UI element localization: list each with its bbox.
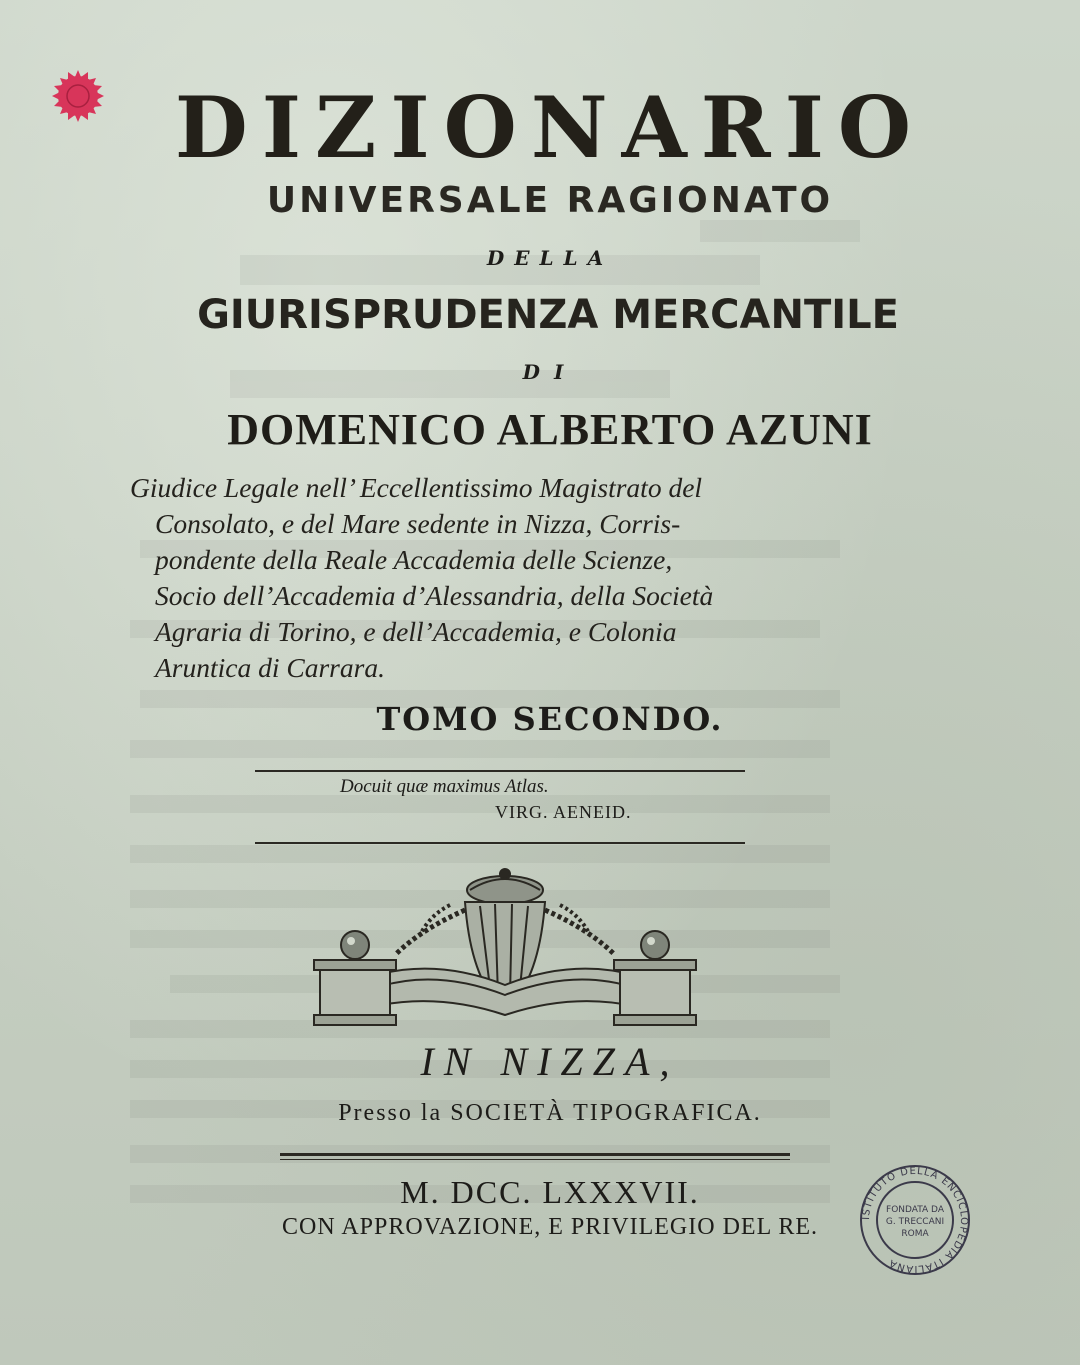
author-credentials xyxy=(130,470,960,686)
library-stamp-line: FONDATA DA xyxy=(886,1205,944,1215)
library-stamp-ring-text: ISTITUTO DELLA ENCICLOPEDIA ITALIANA xyxy=(860,1165,970,1275)
credentials-line: Aruntica di Carrara. xyxy=(155,652,385,683)
library-stamp-line: ROMA xyxy=(901,1229,929,1239)
subtitle-line-2: GIURISPRUDENZA MERCANTILE xyxy=(197,292,899,338)
divider-rule xyxy=(280,1153,790,1156)
divider-rule xyxy=(255,770,745,772)
library-stamp-icon xyxy=(855,1160,975,1280)
divider-rule xyxy=(255,842,745,844)
book-title: DIZIONARIO xyxy=(174,78,926,177)
connector-della: DELLA xyxy=(486,246,614,270)
connector-di: DI xyxy=(522,360,578,384)
imprint-publisher: Presso la SOCIETÀ TIPOGRAFICA. xyxy=(338,1100,762,1126)
credentials-line: Giudice Legale nell’ Eccellentissimo Magistrato del xyxy=(130,472,703,503)
credentials-line: pondente della Reale Accademia delle Scienze, xyxy=(155,544,673,575)
credentials-line: Agraria di Torino, e dell’Accademia, e Colonia xyxy=(155,616,677,647)
volume-label: TOMO SECONDO. xyxy=(376,700,724,738)
credentials-line: Socio dell’Accademia d’Alessandria, della Società xyxy=(155,580,714,611)
credentials-line: Consolato, e del Mare sedente in Nizza, Corris- xyxy=(155,508,681,539)
subtitle-line-1: UNIVERSALE RAGIONATO xyxy=(266,180,834,221)
imprint-city: IN NIZZA, xyxy=(420,1039,680,1084)
imprint-year: M. DCC. LXXXVII. xyxy=(400,1174,700,1210)
imprint-privilege: CON APPROVAZIONE, E PRIVILEGIO DEL RE. xyxy=(282,1214,818,1240)
library-stamp-line: G. TRECCANI xyxy=(885,1217,945,1227)
author-name: DOMENICO ALBERTO AZUNI xyxy=(227,405,873,454)
urn-with-garlands-ornament-icon xyxy=(300,860,710,1030)
epigraph-source: VIRG. AENEID. xyxy=(495,802,632,822)
divider-rule xyxy=(280,1159,790,1160)
epigraph-quote: Docuit quæ maximus Atlas. xyxy=(340,776,549,797)
